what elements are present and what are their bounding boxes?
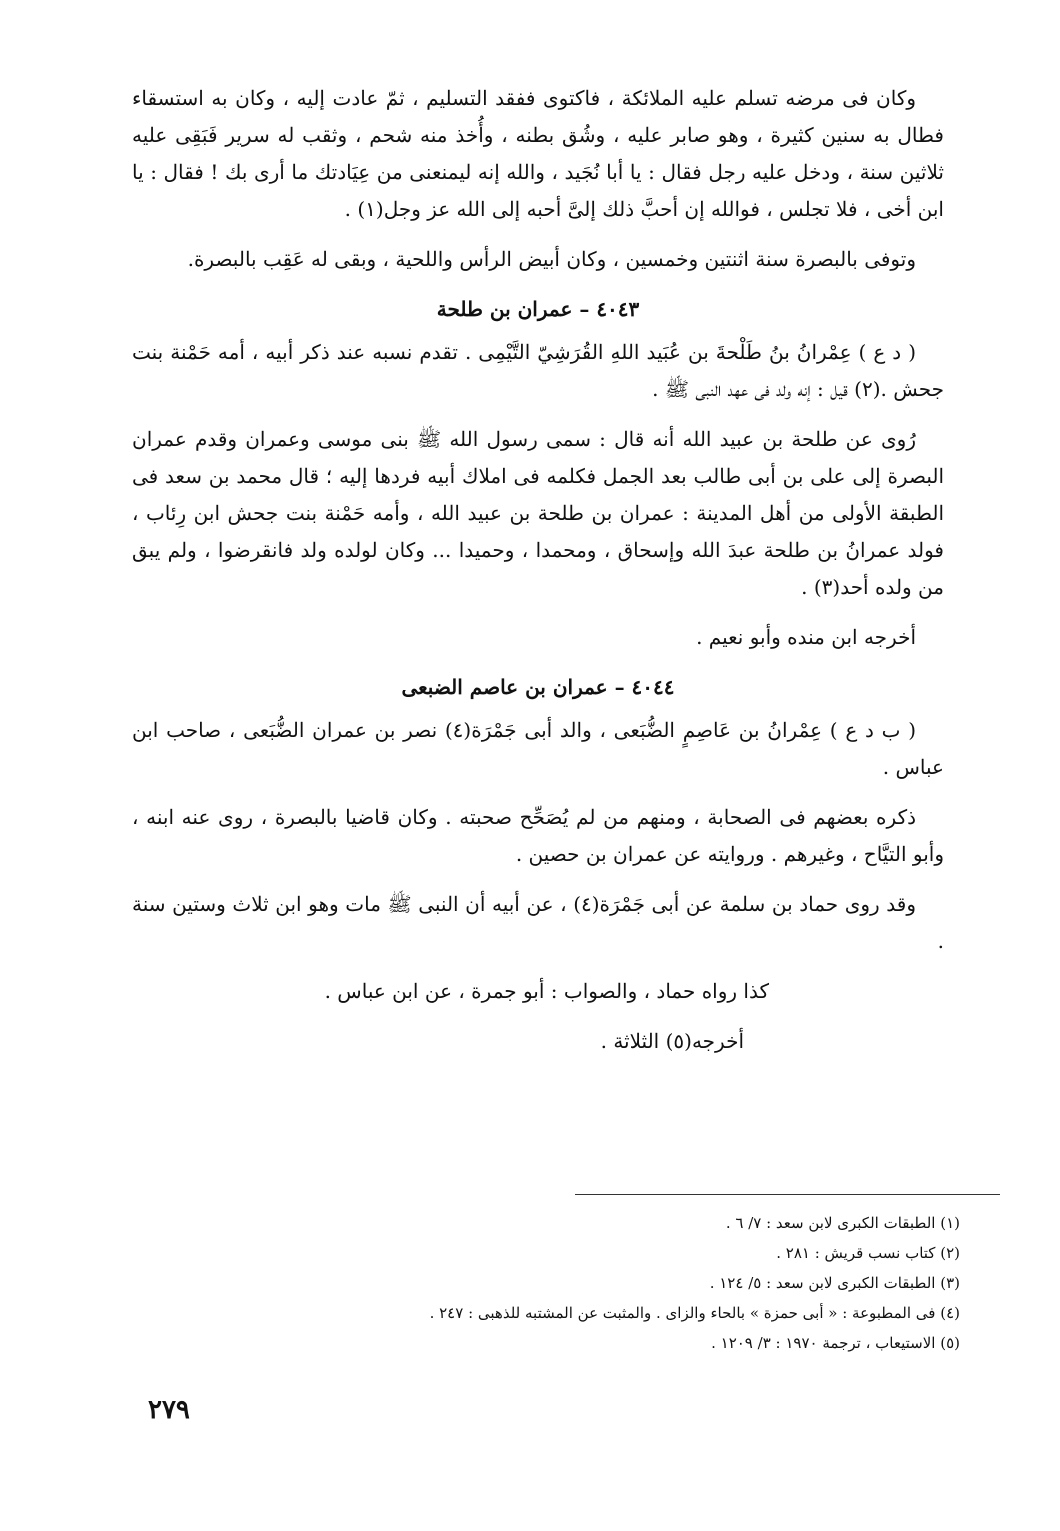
paragraph: كذا رواه حماد ، والصواب : أبو جمرة ، عن ابن عباس . [324, 979, 769, 1003]
footnote: (١) الطبقات الكبرى لابن سعد : ٧/ ٦ . [725, 1214, 960, 1232]
paragraph: وكان فى مرضه تسلم عليه الملائكة ، فاكتوى ففقد التسليم ، ثمّ عادت إليه ، وكان به استسقاء فطال به سنين كثيرة ، وهو صابر عليه ، وشُق بطنه ، وأُخذ منه شحم ، وثقب له سرير فَبَقِى عليه ثلاثين سنة ، ودخل عليه رجل فقال : يا أبا نُجَيد ، والله إنه ليمنعنى من عِيَادتك ما أرى بك ! فقال : يا ابن أخى ، فلا تجلس ، فوالله إن أحبَّ ذلك إلىَّ أحبه إلى الله عز وجل(١) . [132, 86, 944, 221]
footnote: (٢) كتاب نسب قريش : ٢٨١ . [776, 1244, 960, 1262]
paragraph: ( د ع ) عِمْرانُ بنُ طَلْحةَ بن عُبَيد اللهِ القُرَشِيّ التَّيْمِى . تقدم نسبه عند ذكر أبيه ، أمه حَمْنة بنت جحش .(٢) قيل : إنه ولد فى عهد النبى ﷺ . [132, 340, 944, 401]
paragraph: وتوفى بالبصرة سنة اثنتين وخمسين ، وكان أبيض الرأس واللحية ، وبقى له عَقِب بالبصرة. [187, 247, 916, 271]
page-number: ٢٧٩ [148, 1395, 190, 1425]
footnote-divider [575, 1194, 1000, 1195]
paragraph: ذكره بعضهم فى الصحابة ، ومنهم من لم يُصَحِّح صحبته . وكان قاضيا بالبصرة ، روى عنه ابنه ، وأبو التيَّاح ، وغيرهم . وروايته عن عمران بن حصين . [132, 805, 944, 866]
paragraph: أخرجه(٥) الثلاثة . [600, 1029, 744, 1053]
paragraph: ( ب د ع ) عِمْرانُ بن عَاصِمٍ الضُّبَعى ، والد أبى جَمْرَة(٤) نصر بن عمران الضُّبَعى ، صاحب ابن عباس . [132, 718, 944, 779]
footnote: (٥) الاستيعاب ، ترجمة ١٩٧٠ : ٣/ ١٢٠٩ . [711, 1334, 960, 1352]
paragraph: رُوى عن طلحة بن عبيد الله أنه قال : سمى رسول الله ﷺ بنى موسى وعمران وقدم عمران البصرة إلى على بن أبى طالب بعد الجمل فكلمه فى املاك أبيه فردها إليه ؛ قال محمد بن سعد فى الطبقة الأولى من أهل المدينة : عمران بن طلحة بن عبيد الله ، وأمه حَمْنة بنت جحش ابن رِئاب ، فولد عمرانُ بن طلحة عبدَ الله وإسحاق ، ومحمدا ، وحميدا ... وكان لولده ولد فانقرضوا ، ولم يبق من ولده أحد(٣) . [132, 427, 945, 599]
paragraph: أخرجه ابن منده وأبو نعيم . [696, 625, 916, 649]
paragraph: وقد روى حماد بن سلمة عن أبى جَمْرَة(٤) ، عن أبيه أن النبى ﷺ مات وهو ابن ثلاث وستين سنة . [132, 892, 944, 953]
footnote: (٤) فى المطبوعة : « أبى حمزة » بالحاء والزاى . والمثبت عن المشتبه للذهبى : ٢٤٧ . [429, 1304, 960, 1322]
main-text [132, 80, 944, 1062]
footnotes [429, 1208, 960, 1358]
footnote: (٣) الطبقات الكبرى لابن سعد : ٥/ ١٢٤ . [709, 1274, 960, 1292]
entry-heading: ٤٠٤٣ – عمران بن طلحة [436, 297, 640, 321]
entry-heading: ٤٠٤٤ – عمران بن عاصم الضبعى [401, 675, 675, 699]
